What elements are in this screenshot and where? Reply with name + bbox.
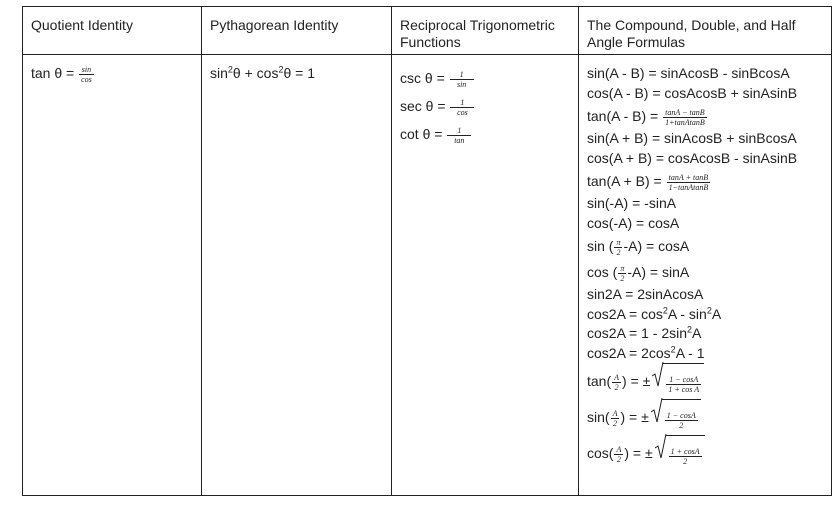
quotient-denominator: cos [81,74,92,84]
sec-numerator: 1 [450,98,474,108]
cos-cofunc-numerator: π [620,263,625,273]
sin-half-angle [587,399,823,435]
identities-table [22,6,832,496]
pyth-sin: sin [210,65,228,81]
cos2a3-c: A - 1 [675,344,705,361]
quotient-formula [31,64,193,84]
quotient-numerator: sin [79,65,94,75]
tan-half-fraction [612,373,621,392]
tan-half-angle [587,363,823,399]
csc-lhs: csc θ = [400,70,445,86]
cos2a2-c: A [692,325,702,341]
reciprocal-cell [392,55,579,496]
sec-fraction [450,98,474,117]
cos2a2-a: cos2A = 1 - 2sin [587,325,688,341]
sin-cofunc-denominator: 2 [616,247,621,257]
cos2a3-sup: 2 [670,343,676,354]
tan-a-plus-b-lhs: tan(A + B) = [587,173,662,189]
sin-half-pre: sin( [587,409,610,425]
tan-half-radicand-num: 1 − cosA [666,375,701,385]
quotient-cell [23,55,202,496]
sin-half-radicand [665,411,698,430]
sin-2a: sin2A = 2sinAcosA [587,286,704,302]
tan-a-plus-b-denominator: 1−tanAtanB [668,182,709,192]
sin-half-radical [651,399,701,437]
sin-half-mid: ) = ± [620,409,649,425]
cos-cofunction [587,259,823,285]
cos-2a-form1 [587,305,823,325]
sin-cofunction [587,233,823,259]
tan-half-radicand-den: 1 + cos A [668,385,700,395]
cos-half-pre: cos( [587,445,614,461]
cos-cofunc-denominator: 2 [620,273,625,283]
formulas-cell [579,55,832,496]
cos2a3-a: cos2A = 2cos [587,344,671,361]
tan-a-plus-b-fraction [667,173,711,192]
pyth-theta-plus-cos: θ + cos [232,65,279,81]
tan-a-minus-b-fraction [663,108,707,127]
sin-cofunc-fraction [614,238,622,257]
csc-fraction [450,70,474,89]
sin-cofunc-pre: sin ( [587,238,614,254]
cos-half-radicand [669,447,702,466]
sin-half-denominator: 2 [613,418,617,428]
sec-lhs: sec θ = [400,98,446,114]
radical-sign-icon [651,397,663,423]
sin-negative-a: sin(-A) = -sinA [587,195,677,211]
cot-numerator: 1 [447,126,471,136]
tan-a-minus-b [587,103,823,129]
sin-cofunc-numerator: π [616,237,621,247]
cos-2a-form3 [587,344,823,364]
cot-denominator: tan [454,135,465,145]
cos-half-mid: ) = ± [624,445,653,461]
tan-half-denominator: 2 [614,382,619,392]
cos-half-angle [587,435,823,471]
sin-half-radicand-num: 1 − cosA [666,411,696,421]
cos2a1-a: cos2A = cos [587,305,663,322]
header-quotient-identity: Quotient Identity [23,7,202,55]
cot-lhs: cot θ = [400,126,443,142]
tan-half-mid: ) = ± [622,373,651,389]
tan-a-minus-b-denominator: 1+tanAtanB [665,117,705,127]
cos-half-numerator: A [616,444,622,454]
header-reciprocal-functions: Reciprocal Trigonometric Functions [392,7,579,55]
cos-half-radicand-num: 1 + cosA [670,447,700,457]
radical-sign-icon [655,433,667,459]
cot-fraction [447,126,471,145]
cos-a-plus-b: cos(A + B) = cosAcosB - sinAsinB [587,149,798,166]
sin-half-fraction [611,409,620,428]
sin-half-numerator: A [612,408,618,418]
cos-cofunc-post: -A) = sinA [627,264,690,280]
radical-sign-icon [652,361,664,387]
tan-a-plus-b [587,168,823,194]
cot-formula [400,120,570,148]
sin-a-minus-b: sin(A - B) = sinAcosB - sinBcosA [587,65,790,81]
cos-half-radical [655,435,705,473]
cos-2a-form2 [587,324,823,344]
tan-a-minus-b-numerator: tanA − tanB [663,108,707,118]
quotient-fraction [79,65,94,84]
tan-half-pre: tan( [587,373,612,389]
pyth-sup2: 2 [278,64,284,75]
cos2a1-sup1: 2 [662,304,668,315]
csc-denominator: sin [456,79,467,89]
cos-half-denominator: 2 [616,454,621,464]
cos2a1-c: A - sin [667,305,707,322]
quotient-lhs: tan θ = [31,65,75,81]
cos-negative-a: cos(-A) = cosA [587,214,680,231]
pythagorean-formula [210,64,383,83]
sin-a-plus-b: sin(A + B) = sinAcosB + sinBcosA [587,130,797,146]
pyth-theta-eq: θ = 1 [283,65,315,81]
cos-cofunc-pre: cos ( [587,264,618,280]
csc-formula [400,64,570,92]
cos2a2-sup: 2 [687,324,693,335]
header-row [23,7,832,55]
cos-cofunc-fraction [618,264,626,283]
tan-a-plus-b-numerator: tanA + tanB [667,173,711,183]
header-compound-formulas: The Compound, Double, and Half Angle Formulas [579,7,832,55]
cos-half-radicand-den: 2 [683,457,688,467]
tan-a-minus-b-lhs: tan(A - B) = [587,108,659,124]
sec-formula [400,92,570,120]
csc-numerator: 1 [450,70,474,80]
cos-half-fraction [614,445,623,464]
formula-row [23,55,832,496]
cos2a1-e: A [711,305,722,322]
pythagorean-cell [202,55,392,496]
header-pythagorean-identity: Pythagorean Identity [202,7,392,55]
cos2a1-sup2: 2 [706,304,712,315]
tan-half-radicand [666,375,701,394]
tan-half-numerator: A [614,372,620,382]
pyth-sup1: 2 [227,64,233,75]
sin-cofunc-post: -A) = cosA [623,238,690,254]
sec-denominator: cos [457,107,468,117]
tan-half-radical [652,363,704,401]
sin-half-radicand-den: 2 [679,421,684,431]
cos-a-minus-b: cos(A - B) = cosAcosB + sinAsinB [587,84,798,101]
